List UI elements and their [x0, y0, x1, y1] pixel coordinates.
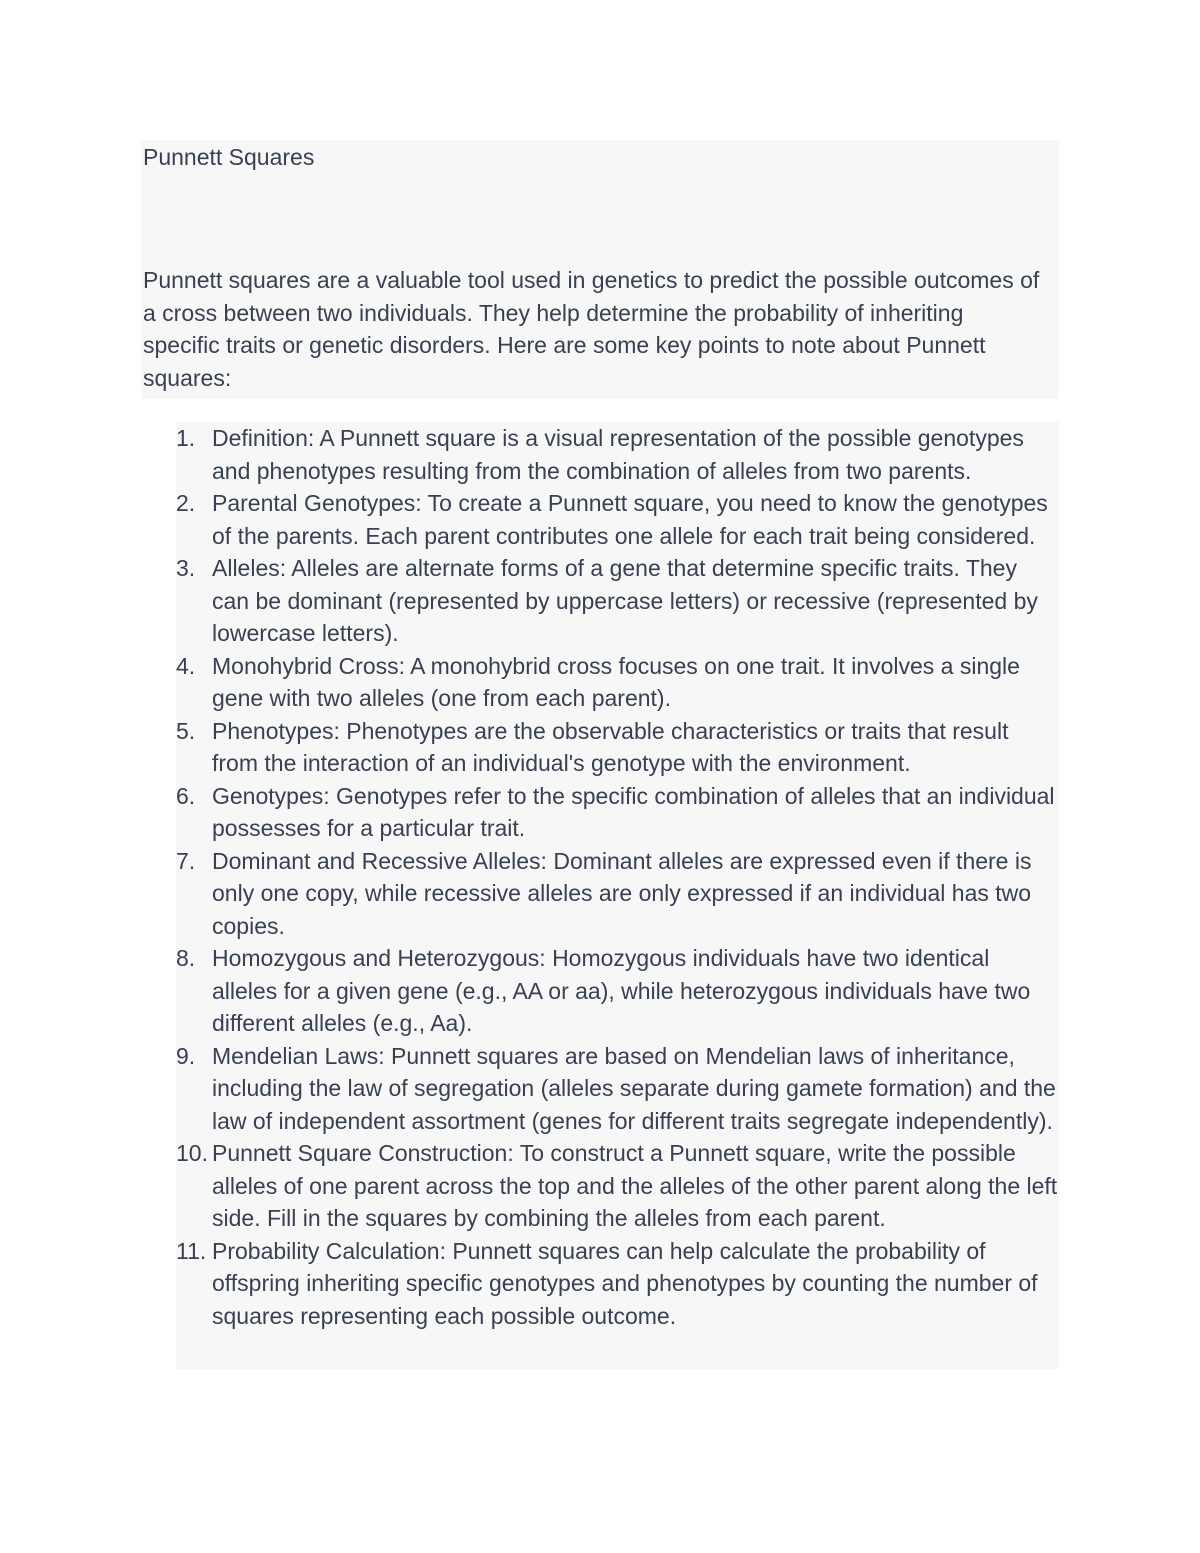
list-item-number: 3.: [176, 555, 196, 581]
list-item-text: Monohybrid Cross: A monohybrid cross focuses on one trait. It involves a single gene with two alleles (one from each parent).: [212, 652, 1020, 711]
list-item-text: Genotypes: Genotypes refer to the specific combination of alleles that an individual possesses for a particular trait.: [212, 782, 1055, 841]
list-item: [176, 715, 1059, 780]
list-item: [176, 552, 1059, 650]
intro-block: [141, 140, 1059, 399]
list-item: [176, 487, 1059, 552]
document-title: Punnett Squares: [143, 144, 315, 170]
list-item-number: 9.: [176, 1042, 196, 1069]
list-item-text: Definition: A Punnett square is a visual representation of the possible genotypes and phenotypes resulting from the combination of alleles from two parents.: [212, 425, 1024, 484]
list-item: [176, 650, 1059, 715]
list-item-number: 6.: [176, 782, 196, 809]
list-item-number: 4.: [176, 652, 196, 679]
list-item: [176, 422, 1059, 487]
list-item: [176, 780, 1059, 845]
list-item-text: Mendelian Laws: Punnett squares are based on Mendelian laws of inheritance, including the law of segregation (alleles separate during gamete formation) and the law of independent assortment (genes for different traits segregate independently).: [212, 1042, 1056, 1134]
list-item-text: Alleles: Alleles are alternate forms of a gene that determine specific traits. They can be dominant (represented by uppercase letters) or recessive (represented by lowercase letters).: [212, 555, 1038, 646]
key-points-block: [176, 422, 1059, 1369]
key-points-list: [176, 422, 1059, 1332]
list-item-text: Dominant and Recessive Alleles: Dominant alleles are expressed even if there is only one copy, while recessive alleles are only expressed if an individual has two copies.: [212, 847, 1032, 939]
list-item-number: 1.: [176, 425, 196, 451]
list-item: [176, 1235, 1059, 1333]
list-item-text: Homozygous and Heterozygous: Homozygous individuals have two identical alleles for a given gene (e.g., AA or aa), while heterozygous individuals have two different alleles (e.g., Aa).: [212, 945, 1031, 1036]
list-item-text: Probability Calculation: Punnett squares can help calculate the probability of offspring inheriting specific genotypes and phenotypes by counting the number of squares representing each possible outcome.: [212, 1237, 1038, 1329]
list-item: [176, 1040, 1059, 1138]
list-item-text: Phenotypes: Phenotypes are the observable characteristics or traits that result from the interaction of an individual's genotype with the environment.: [212, 717, 1009, 776]
list-item-number: 7.: [176, 847, 196, 874]
intro-paragraph: Punnett squares are a valuable tool used in genetics to predict the possible outcomes of a cross between two individuals. They help determine the probability of inheriting specific traits or genetic disorders. Here are some key points to note about Punnett squares:: [143, 267, 1040, 391]
list-item-text: Punnett Square Construction: To construct a Punnett square, write the possible alleles of one parent across the top and the alleles of the other parent along the left side. Fill in the squares by combining the alleles from each parent.: [212, 1140, 1058, 1231]
list-item: [176, 1137, 1059, 1235]
list-item-number: 8.: [176, 945, 196, 971]
list-item-number: 11.: [176, 1237, 207, 1264]
list-item: [176, 845, 1059, 943]
list-item-number: 10.: [176, 1140, 208, 1166]
list-item-text: Parental Genotypes: To create a Punnett square, you need to know the genotypes of the parents. Each parent contributes one allele for each trait being considered.: [212, 490, 1048, 549]
list-item-number: 5.: [176, 717, 196, 744]
list-item-number: 2.: [176, 490, 196, 516]
list-item: [176, 942, 1059, 1040]
